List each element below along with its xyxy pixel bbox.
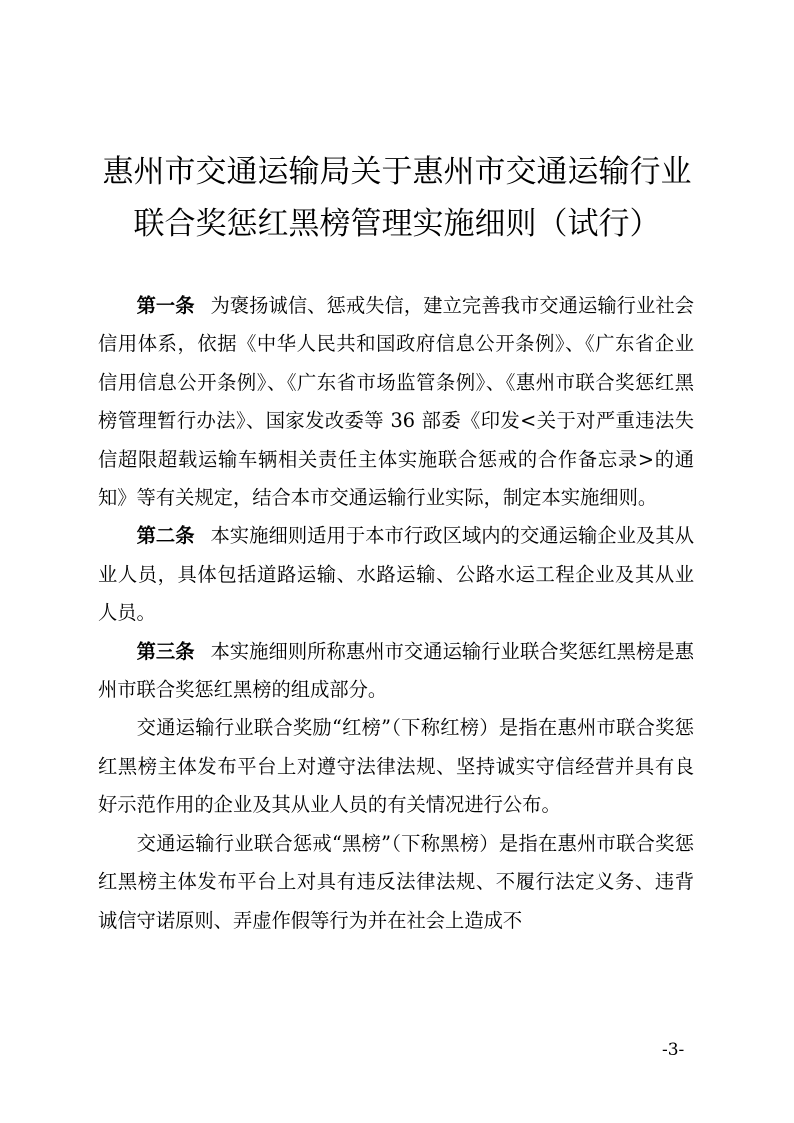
page-number: -3- [662, 1040, 685, 1060]
article-text: 本实施细则所称惠州市交通运输行业联合奖惩红黑榜是惠州市联合奖惩红黑榜的组成部分。 [98, 639, 694, 702]
article-text: 本实施细则适用于本市行政区域内的交通运输企业及其从业人员，具体包括道路运输、水路运输、公路水运工程企业及其从业人员。 [98, 524, 694, 625]
paragraph-black-list [98, 825, 694, 940]
document-body [98, 287, 694, 940]
paragraph-article-3 [98, 633, 694, 710]
paragraph-text: 交通运输行业联合惩戒“黑榜”（下称黑榜）是指在惠州市联合奖惩红黑榜主体发布平台上对具有违反法律法规、不履行法定义务、违背诚信守诺原则、弄虚作假等行为并在社会上造成不 [98, 831, 694, 932]
article-heading: 第三条 [136, 639, 195, 663]
paragraph-red-list [98, 709, 694, 824]
paragraph-article-1 [98, 287, 694, 517]
document-title-line-2: 联合奖惩红黑榜管理实施细则（试行） [133, 206, 661, 242]
article-heading: 第二条 [136, 524, 195, 548]
paragraph-text: 交通运输行业联合奖励“红榜”（下称红榜）是指在惠州市联合奖惩红黑榜主体发布平台上对遵守法律法规、坚持诚实守信经营并具有良好示范作用的企业及其从业人员的有关情况进行公布。 [98, 716, 694, 817]
paragraph-article-2 [98, 517, 694, 632]
article-text: 为褒扬诚信、惩戒失信，建立完善我市交通运输行业社会信用体系，依据《中华人民共和国政府信息公开条例》、《广东省企业信用信息公开条例》、《广东省市场监管条例》、《惠州市联合奖惩红黑榜管理暂行办法》、国家发改委等 36 部委《印发<关于对严重违法失信超限超载运输车辆相关责任主体实施联合惩戒的合作备忘录>的通知》等有关规定，结合本市交通运输行业实际，制定本实施细则。 [98, 294, 694, 510]
article-heading: 第一条 [136, 294, 195, 317]
document-title-line-1: 惠州市交通运输局关于惠州市交通运输行业 [102, 154, 692, 190]
